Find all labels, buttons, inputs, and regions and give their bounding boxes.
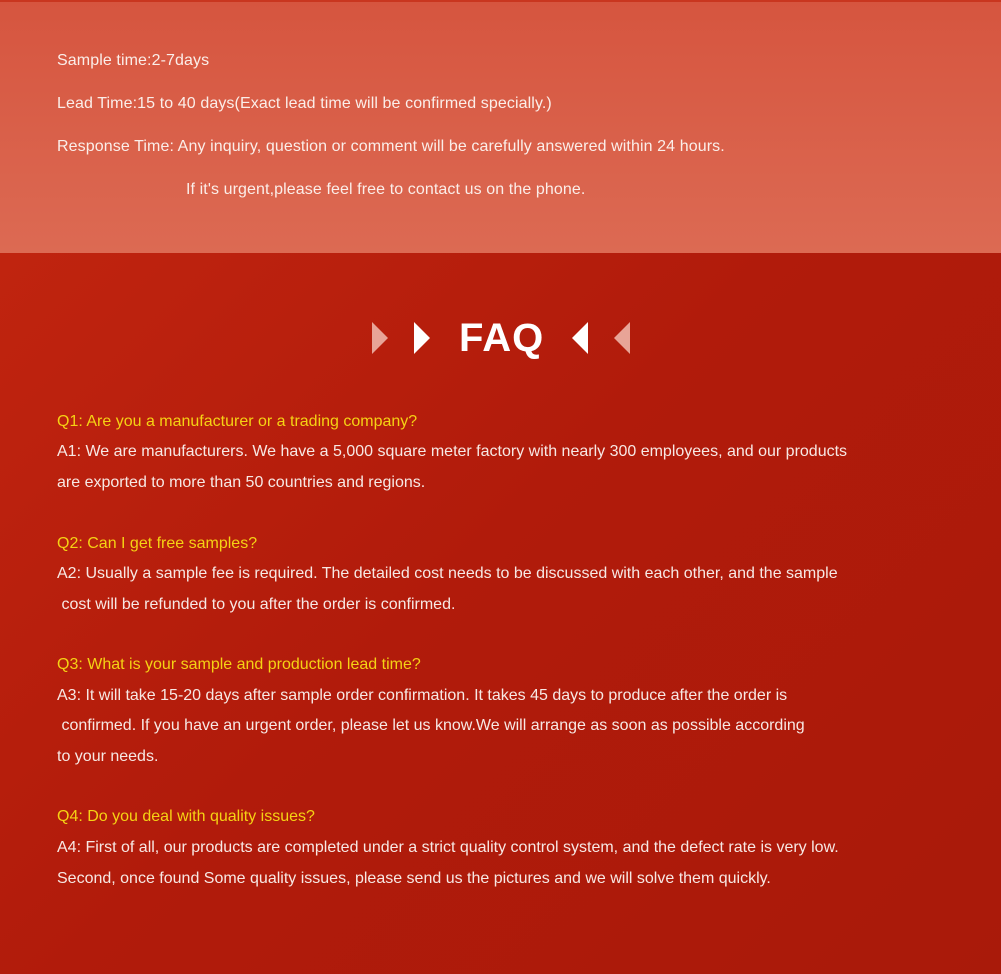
faq-answer-3-line-2: confirmed. If you have an urgent order, please let us know.We will arrange as soon as possible according [57, 717, 805, 734]
right-arrow-icon [372, 322, 388, 354]
delivery-info-panel [0, 0, 1001, 253]
faq-question-2: Q2: Can I get free samples? [57, 535, 258, 552]
lead-time-text: Lead Time:15 to 40 days(Exact lead time will be confirmed specially.) [57, 95, 552, 112]
right-arrow-icon [414, 322, 430, 354]
faq-answer-4-line-1: A4: First of all, our products are completed under a strict quality control system, and the defect rate is very low. [57, 839, 839, 856]
faq-answer-1-line-2: are exported to more than 50 countries and regions. [57, 474, 426, 491]
left-arrow-icon [614, 322, 630, 354]
faq-answer-1-line-1: A1: We are manufacturers. We have a 5,000 square meter factory with nearly 300 employees, and our products [57, 443, 848, 460]
urgent-contact-text: If it's urgent,please feel free to contact us on the phone. [186, 181, 586, 198]
faq-question-1: Q1: Are you a manufacturer or a trading company? [57, 413, 418, 430]
faq-question-3: Q3: What is your sample and production lead time? [57, 656, 421, 673]
faq-answer-2-line-1: A2: Usually a sample fee is required. The detailed cost needs to be discussed with each other, and the sample [57, 565, 838, 582]
faq-heading [0, 314, 1001, 364]
faq-question-4: Q4: Do you deal with quality issues? [57, 808, 315, 825]
faq-answer-2-line-2: cost will be refunded to you after the order is confirmed. [57, 596, 456, 613]
faq-answer-3-line-3: to your needs. [57, 748, 159, 765]
response-time-text: Response Time: Any inquiry, question or comment will be carefully answered within 24 hours. [57, 138, 725, 155]
faq-answer-3-line-1: A3: It will take 15-20 days after sample order confirmation. It takes 45 days to produce after the order is [57, 687, 788, 704]
sample-time-text: Sample time:2-7days [57, 52, 210, 69]
left-arrow-icon [572, 322, 588, 354]
faq-title: FAQ [459, 316, 545, 360]
faq-answer-4-line-2: Second, once found Some quality issues, please send us the pictures and we will solve them quickly. [57, 870, 771, 887]
